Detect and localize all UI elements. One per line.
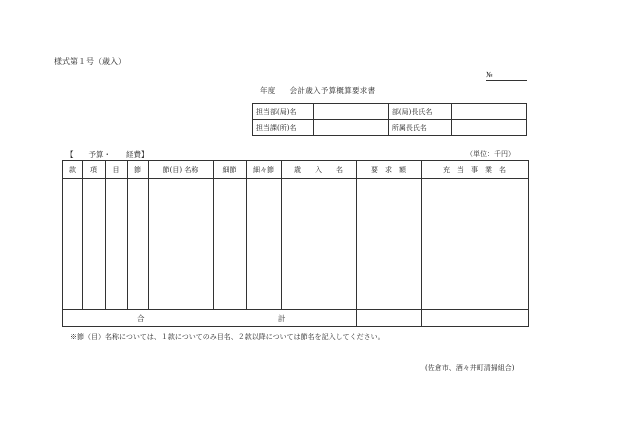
header-request-amount: 要 求 額 [371,166,406,174]
info-label: 担当部(局)名 [253,104,314,120]
column-divider [105,161,106,309]
header-revenue-name: 歳 入 名 [294,166,343,174]
header-kan: 款 [69,166,76,174]
organization-label: (佐倉市、酒々井町清掃組合) [425,364,515,372]
column-divider [148,161,149,309]
director-name-field[interactable] [452,104,527,120]
header-setsu-name: 節(目) 名称 [162,166,199,174]
form-number: 様式第１号（歳入） [54,57,126,66]
budget-type-label: 【 予算・ 経費】 [66,150,149,159]
column-divider [213,161,214,309]
section-name-field[interactable] [314,120,389,136]
column-divider [127,161,128,309]
title-main: 会計歳入予算概算要求書 [289,86,376,95]
column-divider [82,161,83,309]
revenue-table [62,160,529,327]
footnote: ※節（目）名称については、１款についてのみ目名、２款以降については節名を記入してください。 [70,333,385,341]
section-head-name-field[interactable] [452,120,527,136]
column-divider [281,161,282,309]
document-title [260,85,375,96]
total-label-right: 計 [278,314,286,323]
department-info-table [252,103,527,136]
header-moku: 目 [112,166,120,174]
header-kou: 項 [90,166,97,174]
info-label: 部(局)長氏名 [388,104,451,120]
total-row [63,309,528,327]
header-project-name: 充 当 事 業 名 [443,166,506,174]
document-number-field[interactable] [486,71,527,81]
info-row [253,104,527,120]
info-label: 担当課(所)名 [253,120,314,136]
info-label: 所属長氏名 [388,120,451,136]
unit-label: （単位：千円） [466,150,515,158]
info-row [253,120,527,136]
header-saisaisetsu: 細々節 [253,166,274,174]
total-label-left: 合 [137,314,145,323]
column-divider [356,161,357,326]
header-saisetsu: 細節 [222,166,237,174]
department-name-field[interactable] [314,104,389,120]
header-setsu: 節 [134,166,141,174]
fiscal-year-label: 年度 [260,86,276,95]
column-divider [421,161,422,326]
number-label: № [486,71,493,79]
column-divider [246,161,247,309]
